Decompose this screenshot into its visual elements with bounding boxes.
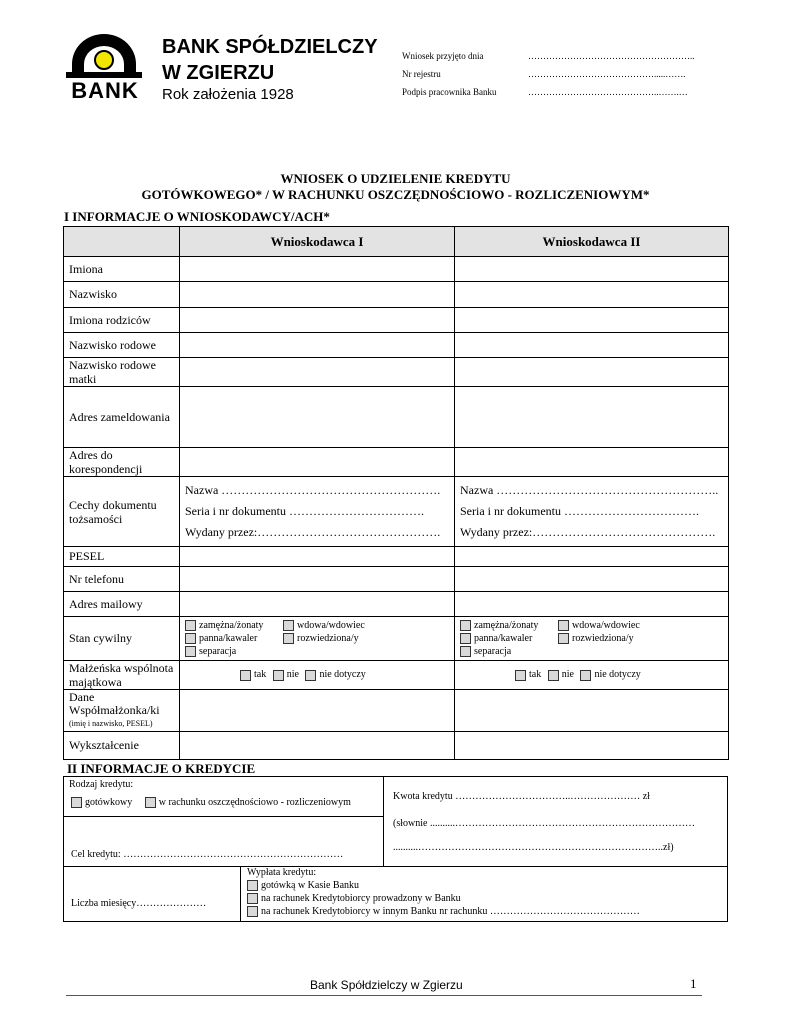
applicant1-document-cell bbox=[180, 477, 455, 547]
checkbox-icon[interactable] bbox=[247, 906, 258, 917]
checkbox-icon[interactable] bbox=[548, 670, 559, 681]
liczba-miesiecy-field[interactable]: Liczba miesięcy………………… bbox=[71, 898, 207, 909]
kwota-slownie-cont-field[interactable]: ..........………………………………………………………………..zł) bbox=[393, 842, 674, 853]
checkbox-icon[interactable] bbox=[185, 620, 196, 631]
applicant2-wspolmalzonek-input[interactable] bbox=[455, 690, 729, 732]
form-title-line2: GOTÓWKOWEGO* / W RACHUNKU OSZCZĘDNOŚCIOWO - ROZLICZENIOWYM* bbox=[141, 187, 650, 202]
applicant1-doc-seria-field[interactable]: Seria i nr dokumentu ……………………………. bbox=[185, 504, 424, 518]
checkbox-icon[interactable] bbox=[305, 670, 316, 681]
row-label-imiona-rodzicow: Imiona rodziców bbox=[64, 308, 180, 333]
applicant1-nazwisko-matki-input[interactable] bbox=[180, 358, 455, 387]
cel-kredytu-field[interactable]: Cel kredytu: ………………………………………………………… bbox=[71, 849, 344, 860]
checkbox-icon[interactable] bbox=[283, 620, 294, 631]
applicant2-email-input[interactable] bbox=[455, 592, 729, 617]
row-label-stan-cywilny: Stan cywilny bbox=[64, 617, 180, 661]
kwota-kredytu-field[interactable]: Kwota kredytu ……………………………..………………… zł bbox=[393, 791, 650, 802]
row-label-nazwisko-rodowe-matki: Nazwisko rodowe matki bbox=[64, 358, 180, 387]
applicant2-doc-nazwa-field[interactable]: Nazwa ……………………………………………….. bbox=[460, 483, 719, 497]
applicant2-telefon-input[interactable] bbox=[455, 567, 729, 592]
row-label-cechy-dokumentu: Cechy dokumentu tożsamości bbox=[64, 477, 180, 547]
applicant2-wspolnota-cell bbox=[455, 661, 729, 690]
register-number-label: Nr rejestru bbox=[402, 69, 441, 79]
wyplata-rachunek-bank-option[interactable]: na rachunek Kredytobiorcy prowadzony w Banku bbox=[247, 892, 640, 905]
applicant2-imiona-rodzicow-input[interactable] bbox=[455, 308, 729, 333]
applicant1-rozwiedziona-option[interactable]: rozwiedziona/y bbox=[283, 633, 359, 644]
applicant2-panna-option[interactable]: panna/kawaler bbox=[460, 632, 558, 645]
section2-heading: II INFORMACJE O KREDYCIE bbox=[67, 761, 256, 776]
applicant2-stan-cywilny-cell bbox=[455, 617, 729, 661]
checkbox-icon[interactable] bbox=[460, 633, 471, 644]
checkbox-icon[interactable] bbox=[558, 620, 569, 631]
credit-info-box bbox=[63, 776, 728, 922]
section1-heading: I INFORMACJE O WNIOSKODAWCY/ACH* bbox=[64, 209, 330, 224]
row-label-adres-korespondencji: Adres do korespondencji bbox=[64, 448, 180, 477]
dane-wspolmalzonka-note: (imię i nazwisko, PESEL) bbox=[69, 719, 153, 728]
applicant1-adres-zameldowania-input[interactable] bbox=[180, 387, 455, 448]
applicant2-separacja-option[interactable]: separacja bbox=[460, 646, 511, 657]
applicant1-separacja-option[interactable]: separacja bbox=[185, 646, 236, 657]
applicant2-nazwisko-input[interactable] bbox=[455, 282, 729, 308]
applicant2-wdowa-option[interactable]: wdowa/wdowiec bbox=[558, 620, 640, 631]
row-label-wyksztalcenie: Wykształcenie bbox=[64, 732, 180, 760]
applicant2-wspolnota-tak[interactable]: tak bbox=[515, 669, 541, 680]
checkbox-icon[interactable] bbox=[283, 633, 294, 644]
applicant2-adres-korespondencji-input[interactable] bbox=[455, 448, 729, 477]
applicant1-wspolnota-nie-dotyczy[interactable]: nie dotyczy bbox=[305, 669, 365, 680]
form-title-line1: WNIOSEK O UDZIELENIE KREDYTU bbox=[280, 171, 511, 186]
applicant1-header: Wnioskodawca I bbox=[180, 227, 455, 257]
applicant2-wspolnota-nie-dotyczy[interactable]: nie dotyczy bbox=[580, 669, 640, 680]
applicant1-nazwisko-rodowe-input[interactable] bbox=[180, 333, 455, 358]
bank-logo bbox=[64, 34, 378, 106]
header-blank-cell bbox=[64, 227, 180, 257]
bank-name-line1: BANK SPÓŁDZIELCZY bbox=[162, 36, 378, 58]
footer-rule bbox=[66, 995, 702, 996]
checkbox-icon[interactable] bbox=[460, 620, 471, 631]
applicant2-adres-zameldowania-input[interactable] bbox=[455, 387, 729, 448]
checkbox-icon[interactable] bbox=[145, 797, 156, 808]
applicant1-zamezna-option[interactable]: zamężna/żonaty bbox=[185, 619, 283, 632]
applicant1-doc-wydany-field[interactable]: Wydany przez:………………………………………. bbox=[185, 525, 441, 539]
applicant1-adres-korespondencji-input[interactable] bbox=[180, 448, 455, 477]
wyplata-inny-bank-option[interactable]: na rachunek Kredytobiorcy w innym Banku nr rachunku ……………………………………… bbox=[247, 905, 640, 918]
applicant1-wspolnota-nie[interactable]: nie bbox=[273, 669, 299, 680]
checkbox-icon[interactable] bbox=[273, 670, 284, 681]
checkbox-icon[interactable] bbox=[247, 893, 258, 904]
row-label-adres-mailowy: Adres mailowy bbox=[64, 592, 180, 617]
applicant1-stan-cywilny-cell bbox=[180, 617, 455, 661]
dane-wspolmalzonka-label: Dane Współmałżonka/ki bbox=[69, 690, 160, 717]
applicant1-panna-option[interactable]: panna/kawaler bbox=[185, 632, 283, 645]
applicant2-doc-seria-field[interactable]: Seria i nr dokumentu ……………………………. bbox=[460, 504, 699, 518]
checkbox-icon[interactable] bbox=[515, 670, 526, 681]
footer-bank-name: Bank Spółdzielczy w Zgierzu bbox=[310, 978, 463, 992]
kwota-slownie-field[interactable]: (słownie ..........……………………………………………………………… bbox=[393, 818, 695, 829]
checkbox-icon[interactable] bbox=[580, 670, 591, 681]
applicant2-rozwiedziona-option[interactable]: rozwiedziona/y bbox=[558, 633, 634, 644]
applicant2-nazwisko-rodowe-input[interactable] bbox=[455, 333, 729, 358]
applicant2-header: Wnioskodawca II bbox=[455, 227, 729, 257]
applicant2-document-cell bbox=[455, 477, 729, 547]
checkbox-icon[interactable] bbox=[240, 670, 251, 681]
applicant2-zamezna-option[interactable]: zamężna/żonaty bbox=[460, 619, 558, 632]
applicant2-pesel-input[interactable] bbox=[455, 547, 729, 567]
applicant1-telefon-input[interactable] bbox=[180, 567, 455, 592]
rodzaj-gotowkowy-option[interactable]: gotówkowy bbox=[71, 797, 132, 808]
applicant2-wspolnota-nie[interactable]: nie bbox=[548, 669, 574, 680]
checkbox-icon[interactable] bbox=[185, 646, 196, 657]
wyplata-kredytu-label: Wypłata kredytu: bbox=[247, 867, 317, 878]
received-date-field[interactable]: ……………………………………………….. bbox=[528, 51, 695, 61]
applicant1-wspolnota-cell bbox=[180, 661, 455, 690]
row-label-wspolnota: Małżeńska wspólnota majątkowa bbox=[64, 661, 180, 690]
bank-name-line2: W ZGIERZU bbox=[162, 62, 275, 84]
bank-founded: Rok założenia 1928 bbox=[162, 86, 294, 103]
applicant1-wspolmalzonek-input[interactable] bbox=[180, 690, 455, 732]
applicant1-nazwisko-input[interactable] bbox=[180, 282, 455, 308]
checkbox-icon[interactable] bbox=[558, 633, 569, 644]
checkbox-icon[interactable] bbox=[247, 880, 258, 891]
row-label-nr-telefonu: Nr telefonu bbox=[64, 567, 180, 592]
bank-signature-field[interactable]: ……………………………………..…….… bbox=[528, 87, 688, 97]
applicant2-imiona-input[interactable] bbox=[455, 257, 729, 282]
applicant1-wdowa-option[interactable]: wdowa/wdowiec bbox=[283, 620, 365, 631]
row-label-pesel: PESEL bbox=[64, 547, 180, 567]
checkbox-icon[interactable] bbox=[71, 797, 82, 808]
applicant1-wspolnota-tak[interactable]: tak bbox=[240, 669, 266, 680]
row-label-dane-wspolmalzonka bbox=[64, 690, 180, 732]
row-label-imiona: Imiona bbox=[64, 257, 180, 282]
applicant2-nazwisko-matki-input[interactable] bbox=[455, 358, 729, 387]
applicant1-doc-nazwa-field[interactable]: Nazwa ………………………………………………. bbox=[185, 483, 441, 497]
applicant1-wyksztalcenie-input[interactable] bbox=[180, 732, 455, 760]
applicant2-wyksztalcenie-input[interactable] bbox=[455, 732, 729, 760]
rodzaj-kredytu-label: Rodzaj kredytu: bbox=[69, 779, 134, 790]
row-label-nazwisko-rodowe: Nazwisko rodowe bbox=[64, 333, 180, 358]
wyplata-kasa-option[interactable]: gotówką w Kasie Banku bbox=[247, 879, 640, 892]
applicants-table bbox=[63, 226, 729, 760]
applicant1-pesel-input[interactable] bbox=[180, 547, 455, 567]
checkbox-icon[interactable] bbox=[185, 633, 196, 644]
page-number: 1 bbox=[690, 976, 697, 991]
register-number-field[interactable]: …………………………………….....……. bbox=[528, 69, 686, 79]
applicant1-imiona-rodzicow-input[interactable] bbox=[180, 308, 455, 333]
applicant2-doc-wydany-field[interactable]: Wydany przez:………………………………………. bbox=[460, 525, 716, 539]
applicant1-email-input[interactable] bbox=[180, 592, 455, 617]
row-label-nazwisko: Nazwisko bbox=[64, 282, 180, 308]
received-date-label: Wniosek przyjęto dnia bbox=[402, 51, 484, 61]
rodzaj-ror-option[interactable]: w rachunku oszczędnościowo - rozliczeniowym bbox=[145, 797, 351, 808]
applicant1-imiona-input[interactable] bbox=[180, 257, 455, 282]
checkbox-icon[interactable] bbox=[460, 646, 471, 657]
bank-signature-label: Podpis pracownika Banku bbox=[402, 87, 497, 97]
row-label-adres-zameldowania: Adres zameldowania bbox=[64, 387, 180, 448]
bank-emblem-text: BANK bbox=[71, 78, 139, 103]
